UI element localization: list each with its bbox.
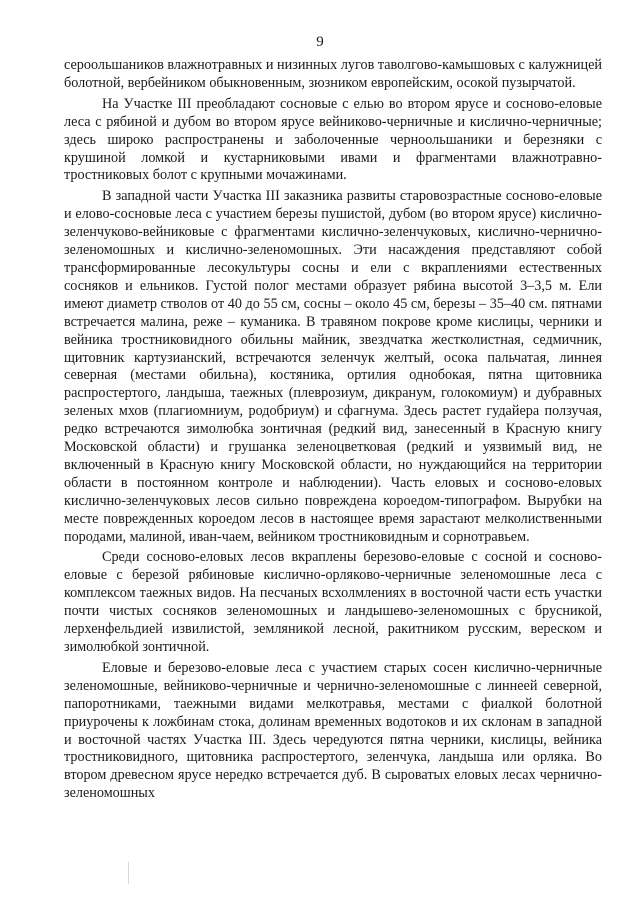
paragraph: Среди сосново-еловых лесов вкраплены березово-еловые с сосной и сосново-еловые с березой рябиновые кислично-орляково-черничные зеленомошные леса с комплексом таежных видов. На песчаных всхолмлениях в восточной части есть участки почти чистых сосняков зеленомошных и ландышево-зеленомошных с брусникой, лерхенфельдией извилистой, земляникой лесной, ракитником русским, вереском и зимолюбкой зонтичной. <box>64 549 602 655</box>
paragraph: Еловые и березово-еловые леса с участием старых сосен кислично-черничные зеленомошные, вейниково-черничные и чернично-зеленомошные с линнеей северной, папоротниками, таежными видами мелкотравья, местами с фиалкой болотной приурочены к ложбинам стока, долинам временных водотоков и их склонам в западной и восточной частях Участка III. Здесь чередуются пятна черники, кислицы, вейника тростниковидного, щитовника распростертого, зеленчука, ландыша или орляка. Во втором древесном ярусе нередко встречается дуб. В сыроватых еловых лесах чернично-зеленомошных <box>64 659 602 802</box>
paragraph: На Участке III преобладают сосновые с елью во втором ярусе и сосново-еловые леса с рябиной и дубом во втором ярусе вейниково-черничные и кислично-черничные; здесь широко распространены и заболоченные черноольшаники и березняки с крушиной ломкой и кустарниковыми ивами и фрагментами влажнотравно-тростниковых болот с крупными мочажинами. <box>64 95 602 184</box>
paragraph: сероольшаников влажнотравных и низинных лугов таволгово-камышовых с калужницей болотной, вербейником обыкновенным, зюзником европейским, осокой пузырчатой. <box>64 57 602 91</box>
page-number: 9 <box>316 34 324 50</box>
paragraph: В западной части Участка III заказника развиты старовозрастные сосново-еловые и елово-сосновые леса с участием березы пушистой, дубом (во втором ярусе) кислично-зеленчуково-вейниковые с фрагментами кислично-зеленчуковых, кислично-чернично-зеленомошных и кислично-зеленомошных. Эти насаждения представляют собой трансформированные лесокультуры сосны и ели с вкраплениями естественных сосняков и ельников. Густой полог местами образует рябина высотой 3–3,5 м. Ели имеют диаметр стволов от 40 до 55 см, сосны – около 45 см, березы – 35–40 см. пятнами встречается малина, реже – куманика. В травяном покрове кроме кислицы, черники и вейника тростниковидного обильны майник, звездчатка жестколистная, седмичник, щитовник картузианский, встречаются зеленчук желтый, осока пальчатая, линнея северная (местами обильна), костяника, ортилия однобокая, пятна щитовника распростертого, ландыша, таежных (плеврозиум, дикранум, голокомиум) и дубравных зеленых мхов (плагиомниум, родобриум) и сфагнума. Здесь растет гудайера ползучая, редко встречаются зимолюбка зонтичная (редкий вид, занесенный в Красную книгу Московской области) и грушанка зеленоцветковая (редкий и уязвимый вид, не включенный в Красную книгу Московской области, но нуждающийся на территории области в постоянном контроле и наблюдении). Часть еловых и сосново-еловых кислично-зеленчуковых лесов сильно повреждена короедом-типографом. Вырубки на месте поврежденных короедом лесов в настоящее время зарастают мелколиственными породами, малиной, иван-чаем, вейником тростниковидным и сорнотравьем. <box>64 188 602 545</box>
body-text <box>64 57 602 803</box>
scan-artifact <box>128 862 129 884</box>
